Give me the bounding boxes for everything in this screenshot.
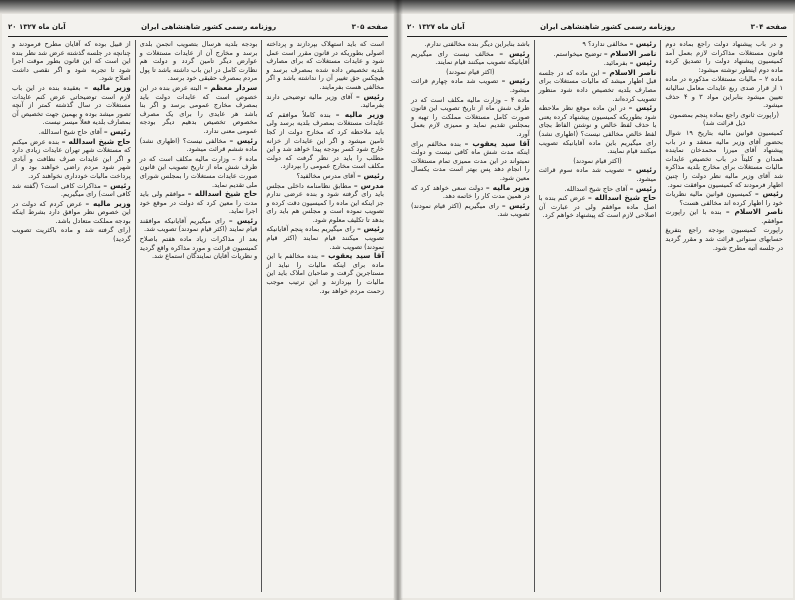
paragraph-text: توضیح میخواستم.: [553, 49, 602, 58]
speaker-name: رئیس –: [628, 103, 657, 113]
speaker-name: حاج شیخ اسدالله –: [187, 189, 258, 199]
paragraph-text: و در باب پیشنهاد دولت راجع بماده دوم قانون مستغلات مذاکرات لازم بعمل آمد کمیسیون پیشنهاد دولت را تصدیق کرده ماده دوم اینطور نوشته میشود:: [665, 40, 783, 74]
paragraph: [539, 194, 657, 220]
paragraph: [665, 190, 783, 207]
speaker-name: ناصر الاسلام –: [602, 67, 657, 77]
paragraph-text: بنده مخالفم با این ماده برای اینکه مالیات را نباید از مستاجرین گرفت و صاحبان املاک باید این مالیات را بپردازند و این ترتیب موجب زحمت مردم خواهد بود.: [266, 252, 384, 295]
speaker-name: رئیس –: [501, 200, 530, 210]
paragraph: [665, 75, 783, 109]
paragraph: [266, 252, 384, 295]
paragraph: [539, 50, 657, 59]
column-2: [135, 40, 262, 592]
speaker-name: سردار معظم –: [203, 82, 258, 92]
paragraph: [140, 155, 258, 189]
paragraph: [665, 111, 783, 128]
paragraph-text: تصویب شد ماده چهارم قرائت میشود.: [411, 77, 530, 94]
speaker-name: رئیس –: [357, 224, 384, 234]
speaker-name: رئیس –: [228, 215, 258, 225]
paragraph: [665, 129, 783, 189]
paragraph-text: بفرمائید.: [603, 59, 628, 68]
paragraph-text: از قبیل بوده که آقایان مطرح فرمودند و چنانچه در جلسه گذشته عرض شد نظر بنده این است که این قانون بطور موقت اجرا شود تا تجربه شود و اگر نقصی داشت اصلاح شود.: [12, 40, 131, 83]
paragraph-text: بعقیده بنده در این باب لازم است توضیحاتی عرض کنم عایدات مستغلات در سال گذشته کمتر از آنچه تصور میشد بوده و بهمین جهت تخصیص آن بمصارف بلدیه فعلاً میسر نیست.: [12, 83, 131, 127]
paragraph-text: آقای وزیر مالیه توضیحی دارند بفرمائید.: [266, 92, 384, 110]
speaker-name: رئیس –: [499, 48, 530, 58]
paragraph-text: بنده مخالفم برای اینکه مدت شش ماه کافی نیست و دولت نمیتواند در این مدت ممیزی تمام مستغلات را انجام دهد پس بهتر است مدت یکسال معین شود.: [411, 139, 530, 182]
paragraph: [266, 93, 384, 110]
header-page-number: صفحه ۳۰۴: [750, 23, 787, 31]
paragraph-text: عرض کنم بنده با اصل ماده موافقم ولی در عبارت آن اصلاحی لازم است که پیشنهاد خواهم کرد.: [538, 194, 657, 220]
paragraph: [411, 96, 530, 139]
paragraph: [12, 182, 131, 199]
paragraph-text: آقای حاج شیخ اسدالله.: [564, 184, 628, 193]
text-columns: [8, 40, 388, 592]
paragraph: [411, 40, 530, 49]
speaker-name: ناصر الاسلام –: [603, 48, 657, 58]
paragraph-text: بنده با این راپورت موافقم.: [665, 208, 783, 225]
paragraph: [539, 104, 657, 156]
paragraph: [411, 140, 530, 183]
paragraph-text: مطابق نظامنامه داخلی مجلس باید رای گرفته شود و بنده عرضی ندارم جز اینکه این ماده را کمیسیون دقت کرده و تصویب نموده است و مجلس هم باید رای بدهد تا تکلیف معلوم شود.: [266, 181, 384, 224]
page-header: [8, 20, 388, 34]
page-304: [401, 14, 793, 598]
paragraph-text: کمیسیون قوانین مالیه نظریات خود را اظهار کرده اند مخالفی هست؟: [665, 190, 783, 207]
paragraph: [539, 40, 657, 49]
speaker-name: رئیس –: [629, 58, 657, 68]
column-1: [261, 40, 388, 592]
paragraph-text: موافقم ولی باید مدت را معین کرد که دولت در موقع خود اجرا نماید.: [139, 190, 258, 216]
paragraph: [665, 226, 783, 252]
paragraph-text: این ماده که در جلسه قبل اظهار میشد که مالیات مستغلات برای مصارف بلدیه تخصیص داده شود منظور تصویب کرده‌اند.: [538, 68, 657, 103]
paragraph-text: ماده ۴ – وزارت مالیه مکلف است که در ظرف شش ماه از تاریخ تصویب این قانون صورت کامل مستغلات مملکت را تهیه و بمجلس تقدیم نماید و ممیزی لازم بعمل آورد.: [411, 95, 530, 138]
speaker-name: رئیس –: [627, 165, 657, 175]
column-2: [534, 40, 661, 592]
paragraph: [539, 185, 657, 194]
speaker-name: ناصر الاسلام –: [725, 207, 783, 217]
paragraph: [411, 184, 530, 201]
paragraph: [665, 40, 783, 74]
paragraph-text: است که باید استهلاک بپردازند و پرداخته اصولی بطوریکه در قانون مقرر است عمل شود و عایدات مستغلات که برای مصارف بلدیه تخصیص داده شده بمصرف برسد و هیچکس حق تغییر آن را نداشته باشد و اگر مخالفی هست بفرمایند.: [266, 40, 384, 91]
paragraph-text: مذاکرات کافی است؟ (گفته شد کافی است) رای میگیریم.: [12, 181, 131, 199]
paragraph: [140, 84, 258, 136]
paragraph: [411, 68, 530, 77]
column-3: [407, 40, 534, 592]
paragraph: [266, 111, 384, 171]
paragraph-text: باشد بنابراین دیگر بنده مخالفتی ندارم.: [424, 40, 530, 48]
speaker-name: وزیر مالیه –: [335, 109, 385, 119]
header-date: ۲۰ آبان ماه ۱۳۲۷: [8, 23, 66, 31]
paragraph-text: بعد از مذاکرات زیاد ماده هفتم باصلاح کمیسیون قرائت و مورد مذاکره واقع گردید و نظریات آقایان نمایندگان استماع شد.: [139, 235, 258, 261]
paragraph-text: راپورت کمیسیون بودجه راجع بتفریغ حسابهای سنواتی قرائت شد و مقرر گردید در جلسه آتیه مطرح شود.: [665, 226, 783, 252]
paragraph-text: ماده ۶ – وزارت مالیه مکلف است که در ظرف شش ماه از تاریخ تصویب این قانون صورت عایدات مستغلات را بمجلس شورای ملی تقدیم نماید.: [139, 154, 258, 189]
speaker-name: رئیس –: [629, 40, 657, 48]
paragraph: [266, 225, 384, 251]
speaker-name: رئیس –: [355, 91, 384, 101]
speaker-name: رئیس –: [103, 180, 131, 190]
paragraph: [539, 69, 657, 103]
paragraph-text: آقای مدرس مخالفید؟: [296, 171, 356, 180]
paragraph-text: بنده کاملاً موافقم که عایدات مستغلات بمصرف بلدیه برسد ولی باید ملاحظه کرد که مخارج دولت از کجا تامین میشود و اگر این عایدات از خزانه خارج شود کسر بودجه پیدا خواهد شد و این مطلب را باید در نظر گرفت که دولت مکلف است مخارج عمومی را بپردازد.: [266, 110, 384, 171]
paragraph: [266, 182, 384, 225]
paragraph-text: عرض کردم که دولت در این خصوص نظر موافق دارد بشرط اینکه بودجه مملکت متعادل باشد.: [12, 199, 131, 225]
paragraph: [266, 40, 384, 92]
paragraph-text: رای میگیریم آقایانیکه موافقند قیام نمایند (اکثر قیام نمودند) تصویب شد.: [139, 216, 258, 234]
header-title: روزنامه رسمی کشور شاهنشاهی ایران: [141, 23, 277, 31]
paragraph-text: بودجه بلدیه هرسال بتصویب انجمن بلدی برسد و مخارج آن از عایدات مستغلات و عوارض دیگر تامین گردد و دولت هم نظارت کامل در این باب داشته باشد تا پول مردم بمصرف حقیقی خود برسد.: [139, 40, 258, 83]
book-fold: [393, 0, 403, 600]
paragraph: [140, 217, 258, 234]
paragraph: [411, 77, 530, 94]
paragraph: [12, 138, 131, 181]
speaker-name: آقا سید یعقوب –: [464, 138, 530, 148]
speaker-name: رئیس –: [755, 189, 783, 199]
paragraph-text: البته عرض بنده در این خصوص است که عایدات دولت باید بمصرف مخارج عمومی برسد و اگر بنا باشد هر عایدی را برای یک مصرف مخصوص تخصیص بدهیم دیگر بودجه عمومی معنی ندارد.: [139, 83, 258, 135]
speaker-name: حاج شیخ اسدالله –: [61, 136, 131, 146]
paragraph: [665, 208, 783, 225]
paragraph: [12, 128, 131, 137]
paragraph: [411, 50, 530, 67]
column-1: [660, 40, 787, 592]
paragraph: [140, 235, 258, 261]
speaker-name: رئیس –: [629, 183, 657, 193]
paragraph-text: رای میگیریم بماده پنجم آقایانیکه تصویب میکنند قیام نمایند (اکثر قیام نمودند) تصویب شد.: [266, 225, 384, 251]
paragraph-text: مخالفی ندارد؟ ۹: [582, 40, 628, 48]
speaker-name: مدرس –: [353, 180, 384, 190]
speaker-name: وزیر مالیه –: [85, 198, 131, 208]
header-rule: [407, 36, 787, 37]
header-date: ۲۰ آبان ماه ۱۳۲۷: [407, 23, 465, 31]
speaker-name: حاج شیخ اسدالله –: [588, 193, 657, 203]
speaker-name: وزیر مالیه –: [485, 182, 530, 192]
paragraph-text: (راپورت ثانوی راجع بماده پنجم بمضمون ذیل قرائت شد): [669, 110, 779, 128]
column-3: [8, 40, 135, 592]
paragraph-text: (اکثر قیام نمودند): [446, 67, 495, 76]
paragraph: [140, 190, 258, 216]
speaker-name: رئیس –: [501, 76, 530, 86]
paragraph-text: بنده عرض میکنم که مستغلات شهر تهران عایدات زیادی دارد و اگر این عایدات صرف نظافت و آبادی شهر شود مردم راضی خواهند بود و از پرداخت مالیات خودداری نخواهند کرد.: [12, 137, 131, 180]
text-columns: [407, 40, 787, 592]
paragraph-text: تصویب شد ماده سوم قرائت میشود.: [538, 166, 657, 183]
header-rule: [8, 36, 388, 37]
paragraph-text: (اکثر قیام نمودند): [573, 156, 622, 165]
paragraph-text: رای میگیریم (اکثر قیام نمودند) تصویب شد.: [411, 201, 530, 219]
paragraph: [140, 137, 258, 154]
header-title: روزنامه رسمی کشور شاهنشاهی ایران: [540, 23, 676, 31]
paragraph: [411, 202, 530, 219]
paragraph-text: کمیسیون قوانین مالیه بتاریخ ۱۹ شوال بحضور آقای وزیر مالیه منعقد و در باب پیشنهاد آقای میرزا محمدخان نماینده همدان و کلیتاً در باب تخصیص عایدات مالیات مستغلات برای مخارج بلدیه مذاکره شد آقای وزیر مالیه نظر دولت را چنین اظهار فرمودند که کمیسیون موافقت نمود.: [665, 128, 783, 189]
paragraph: [539, 166, 657, 183]
paragraph: [12, 40, 131, 83]
speaker-name: آقا سید یعقوب –: [320, 251, 384, 261]
paragraph: [539, 157, 657, 166]
paragraph-text: مخالفی نیست؟ (اظهاری نشد) ماده ششم قرائت میشود.: [139, 136, 258, 154]
page-header: [407, 20, 787, 34]
speaker-name: رئیس –: [229, 135, 258, 145]
speaker-name: رئیس –: [357, 170, 384, 180]
paragraph: [12, 200, 131, 226]
paragraph-text: آقای حاج شیخ اسدالله.: [38, 127, 102, 136]
paragraph-text: مخالف نیست رای میگیریم آقایانیکه تصویب میکنند قیام نمایند.: [411, 49, 530, 67]
paragraph: [140, 40, 258, 83]
paragraph-text: ماده ۲ – مالیات مستغلات مذکوره در ماده ۱ از قرار صدی ربع عایدات معامل سالیانه تعیین میشود بنابراین مواد ۳ و ۴ حذف میشود.: [665, 75, 783, 110]
paragraph: [12, 84, 131, 127]
paragraph: [12, 226, 131, 243]
speaker-name: رئیس –: [103, 126, 131, 136]
paragraph-text: در این ماده موقع نظر ملاحظه شود بطوریکه کمیسیون پیشنهاد کرده یعنی با حذف لفظ خالص و نوشتن الفاظ بجای لفظ خالص مخالفی نیست؟ (اظهاری نشد) رای میگیریم باین ماده آقایانیکه تصویب میکنند قیام نمایند.: [538, 104, 657, 156]
header-page-number: صفحه ۳۰۵: [351, 23, 388, 31]
speaker-name: وزیر مالیه –: [84, 82, 131, 92]
paragraph: [539, 59, 657, 68]
paragraph: [266, 172, 384, 181]
page-305: [2, 14, 394, 598]
paragraph-text: دولت سعی خواهد کرد که در همین مدت کار را خاتمه دهد.: [411, 183, 530, 201]
paragraph-text: (رای گرفته شد و ماده باکثریت تصویب گردید): [12, 226, 131, 244]
